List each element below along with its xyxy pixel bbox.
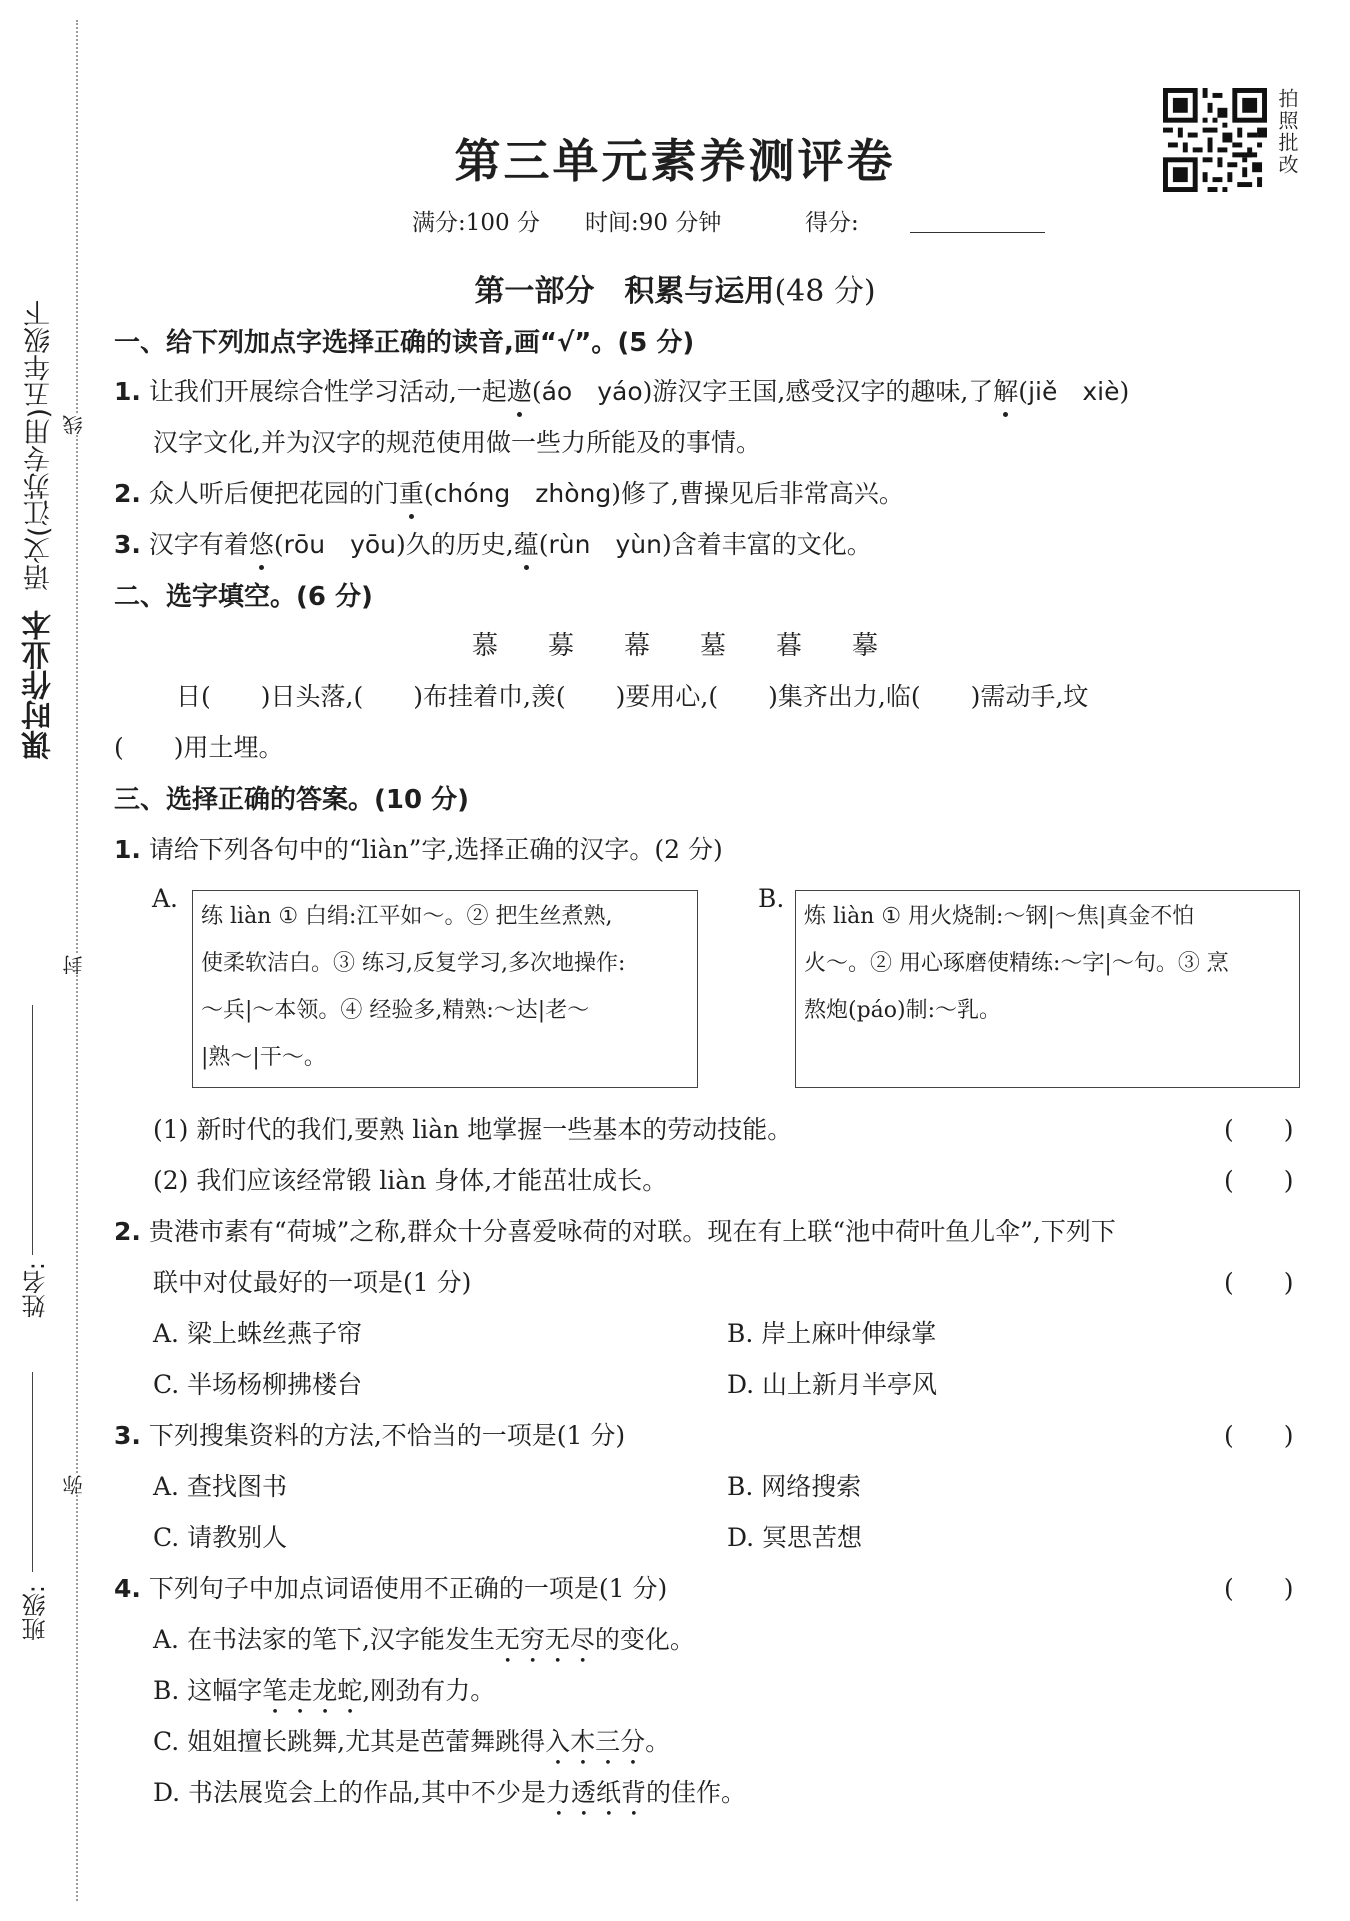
- mark-line: 线: [62, 415, 86, 435]
- option-c[interactable]: C. 半场杨柳拂楼台: [153, 1370, 363, 1399]
- dotted-word: 入木三分: [545, 1727, 646, 1756]
- dict-line: |熟～|干～。: [201, 1045, 326, 1070]
- dictionary-entry-a: [192, 890, 698, 1088]
- mark-seal: 封: [62, 955, 86, 975]
- dotted-word: 力透纸背: [546, 1778, 647, 1807]
- fill-blank-line1[interactable]: 日( )日头落,( )布挂着巾,羡( )要用心,( )集齐出力,临( )需动手,坟: [176, 682, 1089, 711]
- sec3-q1-sentence2: (2) 我们应该经常锻 liàn 身体,才能茁壮成长。: [153, 1166, 668, 1195]
- dict-line: 练 liàn ① 白绢:江平如～。② 把生丝煮熟,: [201, 904, 613, 929]
- choice-char: 墓: [700, 631, 727, 661]
- box-a-label: A.: [152, 884, 179, 913]
- class-label: 班级:: [22, 1585, 50, 1642]
- character-choices: [0, 625, 1350, 662]
- section-three-title: 三、选择正确的答案。(10 分): [114, 785, 469, 815]
- sec3-q4-stem: 4. 下列句子中加点词语使用不正确的一项是(1 分): [114, 1574, 668, 1603]
- dotted-char: 解: [993, 372, 1018, 408]
- time-limit: 时间:90 分钟: [585, 210, 722, 236]
- dotted-char: 悠: [249, 525, 274, 561]
- pinyin-options[interactable]: chóng zhòng: [433, 479, 612, 508]
- box-b-label: B.: [758, 884, 785, 913]
- part-one-title: [0, 266, 1350, 310]
- option-d[interactable]: D. 书法展览会上的作品,其中不少是力透纸背的佳作。: [153, 1778, 747, 1807]
- qr-caption: 拍照批改: [1275, 88, 1299, 176]
- answer-paren[interactable]: ( ): [1224, 1574, 1294, 1603]
- score-label: 得分:: [805, 210, 859, 236]
- sec3-q3-stem: 3. 下列搜集资料的方法,不恰当的一项是(1 分): [114, 1421, 626, 1450]
- sec1-q1-line1: 1. 让我们开展综合性学习活动,一起遨(áo yáo)游汉字王国,感受汉字的趣味,了解(jiě xiè): [114, 372, 1129, 408]
- part-one-points: (48 分): [774, 274, 876, 309]
- class-fill-line[interactable]: [32, 1372, 33, 1572]
- pinyin-options[interactable]: áo yáo: [541, 377, 643, 406]
- option-b[interactable]: B. 网络搜索: [727, 1472, 862, 1501]
- dict-line: 火～。② 用心琢磨使精练:～字|～句。③ 烹: [804, 951, 1229, 976]
- option-a[interactable]: A. 梁上蛛丝燕子帘: [153, 1319, 362, 1348]
- option-d[interactable]: D. 山上新月半亭风: [727, 1370, 938, 1399]
- sec3-q1-sentence1: (1) 新时代的我们,要熟 liàn 地掌握一些基本的劳动技能。: [153, 1115, 793, 1144]
- option-b[interactable]: B. 这幅字笔走龙蛇,刚劲有力。: [153, 1676, 496, 1705]
- mark-bind: 弥: [62, 1475, 86, 1495]
- pinyin-options[interactable]: jiě xiè: [1028, 377, 1120, 406]
- answer-paren[interactable]: ( ): [1224, 1268, 1294, 1297]
- dotted-char: 遨: [507, 372, 532, 408]
- dotted-char: 重: [399, 474, 424, 510]
- part-one-name: 第一部分 积累与运用: [474, 274, 775, 309]
- choice-char: 募: [547, 631, 574, 661]
- dict-line: 炼 liàn ① 用火烧制:～钢|～焦|真金不怕: [804, 904, 1195, 929]
- book-name: 课时作业本: [22, 610, 57, 760]
- option-a[interactable]: A. 查找图书: [153, 1472, 287, 1501]
- name-label: 姓名:: [22, 1262, 50, 1319]
- page-title: 第三单元素养测评卷: [454, 134, 896, 188]
- choice-char: 慕: [471, 631, 498, 661]
- book-subtitle: 语文(江苏专用)五年级下: [24, 300, 55, 592]
- option-c[interactable]: C. 请教别人: [153, 1523, 288, 1552]
- dict-line: 熬炮(páo)制:～乳。: [804, 998, 1002, 1023]
- pinyin-options[interactable]: rōu yōu: [283, 530, 397, 559]
- answer-paren[interactable]: ( ): [1224, 1115, 1294, 1144]
- sec1-q3: 3. 汉字有着悠(rōu yōu)久的历史,蕴(rùn yùn)含着丰富的文化。: [114, 525, 872, 561]
- dotted-char: 蕴: [514, 525, 539, 561]
- question-number: 1.: [114, 377, 141, 406]
- sec1-q2: 2. 众人听后便把花园的门重(chóng zhòng)修了,曹操见后非常高兴。: [114, 474, 904, 510]
- score-fill-line[interactable]: [910, 232, 1045, 233]
- sec3-q2-line2: 联中对仗最好的一项是(1 分): [153, 1268, 472, 1297]
- answer-paren[interactable]: ( ): [1224, 1166, 1294, 1195]
- answer-paren[interactable]: ( ): [1224, 1421, 1294, 1450]
- option-d[interactable]: D. 冥思苦想: [727, 1523, 863, 1552]
- pinyin-options[interactable]: rùn yùn: [548, 530, 662, 559]
- sec3-q1-stem: 1. 请给下列各句中的“liàn”字,选择正确的汉字。(2 分): [114, 835, 723, 864]
- section-one-title: 一、给下列加点字选择正确的读音,画“√”。(5 分): [114, 328, 695, 358]
- full-score: 满分:100 分: [412, 210, 540, 236]
- option-b[interactable]: B. 岸上麻叶伸绿掌: [727, 1319, 937, 1348]
- option-a[interactable]: A. 在书法家的笔下,汉字能发生无穷无尽的变化。: [153, 1625, 695, 1654]
- dict-line: 使柔软洁白。③ 练习,反复学习,多次地操作:: [201, 951, 626, 976]
- name-fill-line[interactable]: [32, 1005, 33, 1255]
- option-c[interactable]: C. 姐姐擅长跳舞,尤其是芭蕾舞跳得入木三分。: [153, 1727, 671, 1756]
- sec1-q1-line2: 汉字文化,并为汉字的规范使用做一些力所能及的事情。: [153, 428, 761, 457]
- choice-char: 摹: [852, 631, 879, 661]
- choice-char: 暮: [776, 631, 803, 661]
- fill-blank-line2[interactable]: ( )用土埋。: [114, 733, 284, 762]
- section-two-title: 二、选字填空。(6 分): [114, 582, 373, 612]
- book-title: [18, 300, 62, 760]
- dotted-word: 笔走龙蛇: [262, 1676, 363, 1705]
- dotted-word: 无穷无尽: [494, 1625, 595, 1654]
- dict-line: ～兵|～本领。④ 经验多,精熟:～达|老～: [201, 998, 590, 1023]
- choice-char: 幕: [623, 631, 650, 661]
- dictionary-entry-b: [795, 890, 1300, 1088]
- sec3-q2-line1: 2. 贵港市素有“荷城”之称,群众十分喜爱咏荷的对联。现在有上联“池中荷叶鱼儿伞”,下列下: [114, 1217, 1116, 1246]
